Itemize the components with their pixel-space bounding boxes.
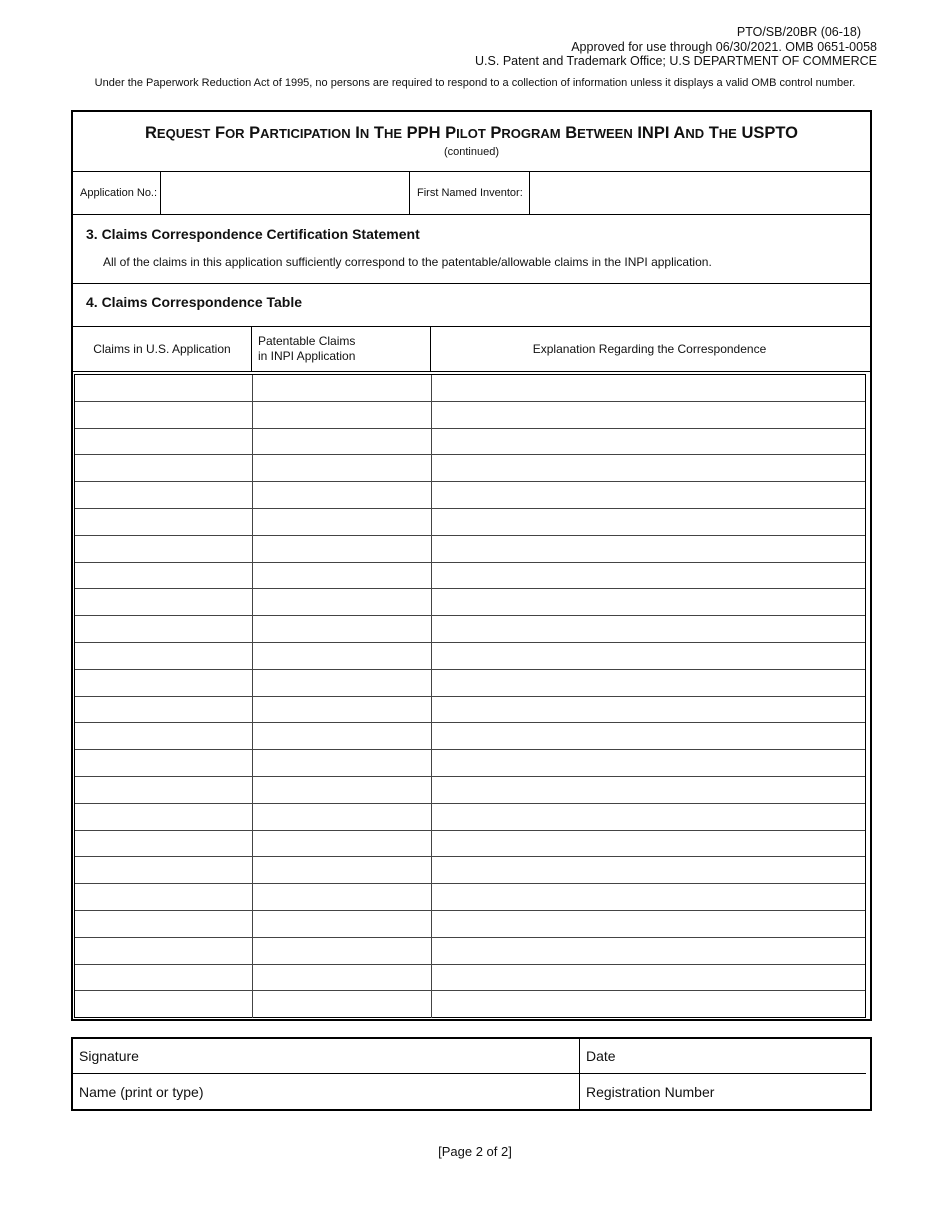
inpi-claim-cell[interactable] [253, 831, 432, 857]
us-claim-cell[interactable] [75, 509, 253, 535]
name-field[interactable]: Name (print or type) [73, 1074, 580, 1109]
page-indicator: [Page 2 of 2] [438, 1144, 512, 1159]
table-header-row [73, 327, 870, 372]
inpi-claim-cell[interactable] [253, 616, 432, 642]
table-row [75, 375, 865, 402]
col-header-us-claims: Claims in U.S. Application [73, 327, 252, 371]
inpi-claim-cell[interactable] [253, 536, 432, 562]
explanation-cell[interactable] [432, 482, 865, 508]
us-claim-cell[interactable] [75, 402, 253, 428]
table-row [75, 482, 865, 509]
us-claim-cell[interactable] [75, 563, 253, 589]
date-field[interactable]: Date [580, 1039, 866, 1074]
inpi-claim-cell[interactable] [253, 375, 432, 401]
us-claim-cell[interactable] [75, 375, 253, 401]
explanation-cell[interactable] [432, 643, 865, 669]
inpi-claim-cell[interactable] [253, 429, 432, 455]
us-claim-cell[interactable] [75, 965, 253, 991]
table-row [75, 670, 865, 697]
inpi-claim-cell[interactable] [253, 697, 432, 723]
explanation-cell[interactable] [432, 938, 865, 964]
us-claim-cell[interactable] [75, 429, 253, 455]
form-title: REQUEST FOR PARTICIPATION IN THE PPH PILOT PROGRAM BETWEEN INPI AND THE USPTO [144, 124, 798, 142]
signature-block [71, 1037, 872, 1111]
inpi-claim-cell[interactable] [253, 643, 432, 669]
table-row [75, 455, 865, 482]
us-claim-cell[interactable] [75, 884, 253, 910]
application-no-field[interactable] [161, 172, 410, 214]
explanation-cell[interactable] [432, 750, 865, 776]
form-number: PTO/SB/20BR (06-18) [736, 25, 861, 39]
table-row [75, 536, 865, 563]
us-claim-cell[interactable] [75, 991, 253, 1018]
explanation-cell[interactable] [432, 804, 865, 830]
us-claim-cell[interactable] [75, 723, 253, 749]
table-row [75, 402, 865, 429]
table-row [75, 643, 865, 670]
explanation-cell[interactable] [432, 455, 865, 481]
inpi-claim-cell[interactable] [253, 857, 432, 883]
form-title-section [73, 112, 870, 172]
inpi-claim-cell[interactable] [253, 750, 432, 776]
claims-correspondence-table [74, 374, 866, 1018]
application-no-label: Application No.: [73, 172, 161, 214]
explanation-cell[interactable] [432, 563, 865, 589]
table-row [75, 857, 865, 884]
inpi-claim-cell[interactable] [253, 455, 432, 481]
explanation-cell[interactable] [432, 616, 865, 642]
table-row [75, 965, 865, 992]
us-claim-cell[interactable] [75, 777, 253, 803]
explanation-cell[interactable] [432, 831, 865, 857]
explanation-cell[interactable] [432, 402, 865, 428]
inpi-claim-cell[interactable] [253, 938, 432, 964]
explanation-cell[interactable] [432, 509, 865, 535]
table-row [75, 804, 865, 831]
us-claim-cell[interactable] [75, 455, 253, 481]
us-claim-cell[interactable] [75, 911, 253, 937]
inpi-claim-cell[interactable] [253, 991, 432, 1018]
inpi-claim-cell[interactable] [253, 482, 432, 508]
col-header-inpi-claims: Patentable Claims in INPI Application [252, 327, 431, 371]
explanation-cell[interactable] [432, 589, 865, 615]
table-row [75, 563, 865, 590]
inpi-claim-cell[interactable] [253, 777, 432, 803]
explanation-cell[interactable] [432, 965, 865, 991]
table-row [75, 589, 865, 616]
table-row [75, 777, 865, 804]
explanation-cell[interactable] [432, 429, 865, 455]
section4-heading: 4. Claims Correspondence Table [86, 294, 303, 310]
us-claim-cell[interactable] [75, 938, 253, 964]
pph-request-form [71, 110, 872, 1021]
inpi-claim-cell[interactable] [253, 884, 432, 910]
section3-heading: 3. Claims Correspondence Certification Statement [86, 226, 420, 242]
table-row [75, 723, 865, 750]
explanation-cell[interactable] [432, 777, 865, 803]
table-row [75, 616, 865, 643]
table-row [75, 509, 865, 536]
paperwork-notice: Under the Paperwork Reduction Act of 1995, no persons are required to respond to a collection of information unless it displays a valid OMB control number. [94, 77, 856, 89]
signature-field[interactable]: Signature [73, 1039, 580, 1074]
table-row [75, 429, 865, 456]
us-claim-cell[interactable] [75, 804, 253, 830]
certification-statement: All of the claims in this application sufficiently correspond to the patentable/allowable claims in the INPI application. [103, 255, 712, 269]
explanation-cell[interactable] [432, 884, 865, 910]
correspondence-table-section [73, 284, 870, 327]
table-row [75, 938, 865, 965]
registration-number-field[interactable]: Registration Number [586, 1083, 715, 1100]
inpi-claim-cell[interactable] [253, 589, 432, 615]
first-inventor-field[interactable] [530, 172, 868, 214]
inpi-claim-cell[interactable] [253, 965, 432, 991]
explanation-cell[interactable] [432, 375, 865, 401]
us-claim-cell[interactable] [75, 589, 253, 615]
application-info-row [73, 172, 870, 215]
table-row [75, 831, 865, 858]
us-claim-cell[interactable] [75, 831, 253, 857]
inpi-claim-cell[interactable] [253, 804, 432, 830]
us-claim-cell[interactable] [75, 750, 253, 776]
explanation-cell[interactable] [432, 857, 865, 883]
explanation-cell[interactable] [432, 991, 865, 1018]
inpi-claim-cell[interactable] [253, 670, 432, 696]
first-inventor-label: First Named Inventor: [410, 172, 530, 214]
table-row [75, 911, 865, 938]
inpi-claim-cell[interactable] [253, 563, 432, 589]
table-row [75, 884, 865, 911]
approval-line: Approved for use through 06/30/2021. OMB 0651-0058 [571, 39, 877, 54]
explanation-cell[interactable] [432, 723, 865, 749]
inpi-claim-cell[interactable] [253, 509, 432, 535]
us-claim-cell[interactable] [75, 857, 253, 883]
explanation-cell[interactable] [432, 670, 865, 696]
inpi-claim-cell[interactable] [253, 402, 432, 428]
explanation-cell[interactable] [432, 536, 865, 562]
form-header [475, 25, 877, 69]
col-header-explanation: Explanation Regarding the Correspondence [532, 342, 767, 356]
us-claim-cell[interactable] [75, 616, 253, 642]
form-subtitle: (continued) [443, 146, 500, 158]
table-row [75, 991, 865, 1018]
inpi-claim-cell[interactable] [253, 911, 432, 937]
us-claim-cell[interactable] [75, 697, 253, 723]
us-claim-cell[interactable] [75, 643, 253, 669]
agency-line: U.S. Patent and Trademark Office; U.S DEPARTMENT OF COMMERCE [475, 54, 877, 68]
certification-section [73, 215, 870, 284]
us-claim-cell[interactable] [75, 482, 253, 508]
us-claim-cell[interactable] [75, 670, 253, 696]
inpi-claim-cell[interactable] [253, 723, 432, 749]
table-row [75, 697, 865, 724]
us-claim-cell[interactable] [75, 536, 253, 562]
explanation-cell[interactable] [432, 911, 865, 937]
explanation-cell[interactable] [432, 697, 865, 723]
table-row [75, 750, 865, 777]
